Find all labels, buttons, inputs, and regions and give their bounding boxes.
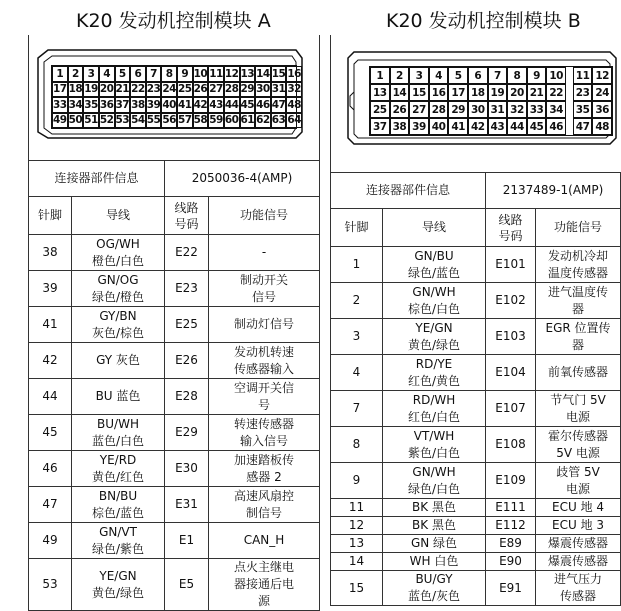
cell-circuit: E89 (486, 535, 536, 553)
connector-pin: 4 (429, 67, 449, 84)
connector-pin: 54 (131, 114, 145, 127)
connector-pin: 10 (546, 67, 566, 84)
connector-pin: 7 (488, 67, 508, 84)
connector-pin: 46 (256, 98, 270, 111)
cell-wire: BN/BU 棕色/蓝色 (72, 487, 165, 523)
connector-pin: 20 (507, 84, 527, 101)
connector-pin: 61 (240, 114, 255, 127)
pin-gap (566, 67, 573, 84)
cell-circuit: E22 (165, 235, 209, 271)
table-row (29, 415, 320, 451)
connector-pin: 32 (507, 101, 527, 118)
cell-circuit: E102 (486, 283, 536, 319)
cell-function: ECU 地 3 (536, 517, 621, 535)
connector-pin: 11 (209, 67, 223, 80)
cell-pin: 44 (29, 379, 72, 415)
connector-pin: 51 (84, 114, 98, 127)
cell-wire: RD/YE 红色/黄色 (383, 355, 486, 391)
table-row (331, 463, 621, 499)
cell-function: - (209, 235, 320, 271)
connector-pin: 25 (370, 101, 390, 118)
connector-pin: 5 (448, 67, 468, 84)
table-row (331, 535, 621, 553)
connector-pin: 22 (131, 83, 145, 96)
connector-pin: 52 (99, 114, 114, 127)
connector-pin: 12 (224, 67, 239, 80)
cell-wire: YE/GN 黄色/绿色 (72, 559, 165, 611)
part-number: 2137489-1(AMP) (486, 173, 621, 209)
cell-wire: OG/WH 橙色/白色 (72, 235, 165, 271)
connector-pin: 8 (507, 67, 527, 84)
connector-pin: 59 (209, 114, 223, 127)
cell-function: EGR 位置传 器 (536, 319, 621, 355)
cell-wire: RD/WH 红色/白色 (383, 391, 486, 427)
connector-pin: 47 (573, 118, 593, 135)
connector-pin: 47 (271, 98, 286, 111)
cell-function: 发动机转速 传感器输入 (209, 343, 320, 379)
header-circuit (165, 197, 209, 235)
cell-wire: VT/WH 紫色/白色 (383, 427, 486, 463)
cell-function: 前氧传感器 (536, 355, 621, 391)
cell-function: CAN_H (209, 523, 320, 559)
connector-info-label: 连接器部件信息 (29, 161, 165, 197)
table-row (29, 307, 320, 343)
connector-pin: 17 (53, 83, 67, 96)
cell-wire: BU/GY 蓝色/灰色 (383, 571, 486, 606)
cell-circuit: E1 (165, 523, 209, 559)
cell-circuit: E104 (486, 355, 536, 391)
connector-pin: 57 (178, 114, 192, 127)
pin-gap (566, 101, 573, 118)
connector-pin: 8 (161, 66, 177, 82)
connector-pin: 31 (271, 83, 286, 96)
connector-pin: 34 (546, 101, 566, 118)
cell-pin: 53 (29, 559, 72, 611)
connector-pin: 40 (162, 98, 176, 111)
connector-pin: 5 (115, 66, 131, 82)
table-row (331, 499, 621, 517)
cell-function: ECU 地 4 (536, 499, 621, 517)
connector-pin: 15 (409, 84, 429, 101)
connector-pin: 46 (546, 118, 566, 135)
table-row (331, 571, 621, 606)
cell-pin: 12 (331, 517, 383, 535)
connector-info-label: 连接器部件信息 (331, 173, 486, 209)
header-wire: 导线 (72, 197, 165, 235)
connector-pin: 35 (84, 98, 98, 111)
cell-wire: GN/OG 绿色/橙色 (72, 271, 165, 307)
connector-pin: 3 (409, 67, 429, 84)
cell-pin: 46 (29, 451, 72, 487)
cell-function: 爆震传感器 (536, 535, 621, 553)
header-pin: 针脚 (331, 209, 383, 247)
cell-function: 空调开关信 号 (209, 379, 320, 415)
connector-pin: 36 (99, 98, 114, 111)
header-pin: 针脚 (29, 197, 72, 235)
cell-pin: 45 (29, 415, 72, 451)
cell-pin: 8 (331, 427, 383, 463)
table-row (29, 379, 320, 415)
connector-pin: 43 (488, 118, 508, 135)
connector-pin: 20 (99, 83, 114, 96)
connector-pin: 45 (240, 98, 255, 111)
connector-pin: 49 (53, 114, 67, 127)
cell-pin: 1 (331, 247, 383, 283)
header-wire: 导线 (383, 209, 486, 247)
connector-pin: 35 (573, 101, 593, 118)
connector-pin: 9 (527, 67, 547, 84)
cell-wire: BK 黑色 (383, 517, 486, 535)
table-row (29, 487, 320, 523)
cell-circuit: E25 (165, 307, 209, 343)
connector-pin: 38 (390, 118, 410, 135)
cell-pin: 13 (331, 535, 383, 553)
cell-circuit: E28 (165, 379, 209, 415)
connector-pin: 14 (256, 67, 270, 80)
cell-pin: 39 (29, 271, 72, 307)
connector-pin: 28 (429, 101, 449, 118)
connector-pin: 33 (527, 101, 547, 118)
cell-pin: 7 (331, 391, 383, 427)
connector-pin: 27 (209, 83, 223, 96)
cell-circuit: E101 (486, 247, 536, 283)
cell-function: 发动机冷却 温度传感器 (536, 247, 621, 283)
table-row (331, 553, 621, 571)
pin-gap (566, 84, 573, 101)
connector-pin: 42 (468, 118, 488, 135)
table-row (29, 559, 320, 611)
connector-pin: 48 (287, 98, 301, 111)
cell-wire: GN/WH 棕色/白色 (383, 283, 486, 319)
module-a-table (28, 160, 320, 611)
cell-pin: 42 (29, 343, 72, 379)
cell-function: 点火主继电 器接通后电 源 (209, 559, 320, 611)
cell-circuit: E91 (486, 571, 536, 606)
connector-pin: 56 (162, 114, 176, 127)
connector-pin: 44 (507, 118, 527, 135)
table-row (331, 391, 621, 427)
table-row (331, 517, 621, 535)
connector-pin: 23 (573, 84, 593, 101)
connector-pin: 15 (271, 67, 286, 80)
connector-pin: 30 (256, 83, 270, 96)
connector-pin: 6 (468, 67, 488, 84)
connector-pin: 55 (146, 114, 161, 127)
connector-pin: 18 (468, 84, 488, 101)
table-row (29, 523, 320, 559)
cell-wire: GN/BU 绿色/蓝色 (383, 247, 486, 283)
cell-wire: GN/VT 绿色/紫色 (72, 523, 165, 559)
connector-pin: 9 (177, 66, 193, 82)
connector-pin: 19 (488, 84, 508, 101)
cell-wire: YE/RD 黄色/红色 (72, 451, 165, 487)
cell-circuit: E30 (165, 451, 209, 487)
connector-pin: 19 (84, 83, 98, 96)
table-row (331, 283, 621, 319)
connector-pin: 16 (429, 84, 449, 101)
connector-pin: 32 (287, 83, 301, 96)
cell-circuit: E109 (486, 463, 536, 499)
cell-pin: 11 (331, 499, 383, 517)
connector-pin: 37 (115, 98, 130, 111)
connector-pin: 42 (193, 98, 208, 111)
cell-circuit: E107 (486, 391, 536, 427)
cell-circuit: E29 (165, 415, 209, 451)
cell-wire: WH 白色 (383, 553, 486, 571)
connector-a-pin-grid (51, 65, 301, 129)
cell-function: 歧管 5V 电源 (536, 463, 621, 499)
cell-function: 制动开关 信号 (209, 271, 320, 307)
table-row (331, 247, 621, 283)
connector-pin: 11 (573, 67, 593, 84)
connector-pin: 1 (370, 67, 390, 84)
connector-pin: 41 (178, 98, 192, 111)
connector-pin: 24 (162, 83, 176, 96)
cell-function: 高速风扇控 制信号 (209, 487, 320, 523)
connector-pin: 13 (370, 84, 390, 101)
cell-pin: 9 (331, 463, 383, 499)
connector-pin: 2 (68, 66, 84, 82)
connector-pin: 21 (115, 83, 130, 96)
cell-circuit: E112 (486, 517, 536, 535)
cell-function: 霍尔传感器 5V 电源 (536, 427, 621, 463)
connector-pin: 26 (390, 101, 410, 118)
connector-pin: 3 (83, 66, 99, 82)
connector-pin: 50 (68, 114, 83, 127)
connector-pin: 10 (193, 67, 208, 80)
connector-pin: 44 (224, 98, 239, 111)
cell-function: 爆震传感器 (536, 553, 621, 571)
header-circuit-text: 线路号码 (498, 212, 523, 243)
connector-pin: 38 (131, 98, 145, 111)
cell-wire: GN 绿色 (383, 535, 486, 553)
cell-wire: GN/WH 绿色/白色 (383, 463, 486, 499)
cell-circuit: E23 (165, 271, 209, 307)
connector-pin: 43 (209, 98, 223, 111)
table-row (29, 343, 320, 379)
table-row (331, 319, 621, 355)
connector-pin: 28 (224, 83, 239, 96)
cell-circuit: E111 (486, 499, 536, 517)
connector-pin: 39 (146, 98, 161, 111)
connector-pin: 34 (68, 98, 83, 111)
connector-pin: 53 (115, 114, 130, 127)
part-number: 2050036-4(AMP) (165, 161, 320, 197)
connector-pin: 36 (592, 101, 612, 118)
module-a-title: K20 发动机控制模块 A (76, 10, 271, 32)
cell-circuit: E5 (165, 559, 209, 611)
connector-pin: 2 (390, 67, 410, 84)
cell-pin: 15 (331, 571, 383, 606)
connector-pin: 33 (53, 98, 67, 111)
connector-a-diagram (34, 48, 304, 140)
cell-wire: GY/BN 灰色/棕色 (72, 307, 165, 343)
cell-circuit: E90 (486, 553, 536, 571)
connector-pin: 45 (527, 118, 547, 135)
table-row (331, 427, 621, 463)
cell-circuit: E26 (165, 343, 209, 379)
connector-pin: 4 (99, 66, 115, 82)
cell-function: 进气温度传 器 (536, 283, 621, 319)
header-function: 功能信号 (536, 209, 621, 247)
header-circuit (486, 209, 536, 247)
module-b-table (330, 172, 621, 606)
connector-pin: 48 (592, 118, 612, 135)
cell-wire: BK 黑色 (383, 499, 486, 517)
connector-pin: 14 (390, 84, 410, 101)
connector-pin: 1 (52, 66, 68, 82)
connector-pin: 64 (287, 114, 301, 127)
table-row (29, 271, 320, 307)
connector-pin: 25 (178, 83, 192, 96)
connector-pin: 16 (287, 67, 301, 80)
connector-pin: 60 (224, 114, 239, 127)
connector-pin: 30 (468, 101, 488, 118)
cell-circuit: E108 (486, 427, 536, 463)
cell-pin: 47 (29, 487, 72, 523)
connector-pin: 7 (146, 66, 162, 82)
cell-pin: 41 (29, 307, 72, 343)
cell-wire: YE/GN 黄色/绿色 (383, 319, 486, 355)
cell-pin: 49 (29, 523, 72, 559)
cell-wire: BU/WH 蓝色/白色 (72, 415, 165, 451)
connector-pin: 24 (592, 84, 612, 101)
connector-pin: 13 (240, 67, 255, 80)
connector-pin: 63 (271, 114, 286, 127)
cell-pin: 4 (331, 355, 383, 391)
connector-pin: 18 (68, 83, 83, 96)
table-row (29, 451, 320, 487)
header-circuit-text: 线路号码 (174, 200, 199, 231)
connector-b-diagram (348, 50, 618, 146)
cell-circuit: E103 (486, 319, 536, 355)
cell-pin: 38 (29, 235, 72, 271)
connector-pin: 27 (409, 101, 429, 118)
connector-pin: 23 (146, 83, 161, 96)
module-b-title: K20 发动机控制模块 B (386, 10, 581, 32)
connector-pin: 26 (193, 83, 208, 96)
connector-pin: 41 (448, 118, 468, 135)
cell-pin: 14 (331, 553, 383, 571)
connector-pin: 39 (409, 118, 429, 135)
connector-pin: 31 (488, 101, 508, 118)
cell-function: 转速传感器 输入信号 (209, 415, 320, 451)
connector-pin: 58 (193, 114, 208, 127)
cell-function: 加速踏板传 感器 2 (209, 451, 320, 487)
connector-pin: 21 (527, 84, 547, 101)
cell-function: 节气门 5V 电源 (536, 391, 621, 427)
connector-pin: 29 (448, 101, 468, 118)
table-row (29, 235, 320, 271)
cell-wire: GY 灰色 (72, 343, 165, 379)
connector-pin: 40 (429, 118, 449, 135)
pin-gap (566, 118, 573, 135)
connector-pin: 17 (448, 84, 468, 101)
cell-pin: 3 (331, 319, 383, 355)
module-b-panel (320, 0, 611, 606)
cell-pin: 2 (331, 283, 383, 319)
connector-pin: 12 (592, 67, 612, 84)
connector-b-pin-grid (369, 66, 613, 136)
cell-circuit: E31 (165, 487, 209, 523)
header-function: 功能信号 (209, 197, 320, 235)
connector-pin: 29 (240, 83, 255, 96)
connector-pin: 22 (546, 84, 566, 101)
connector-pin: 37 (370, 118, 390, 135)
connector-pin: 6 (130, 66, 146, 82)
cell-function: 制动灯信号 (209, 307, 320, 343)
connector-pin: 62 (256, 114, 270, 127)
cell-wire: BU 蓝色 (72, 379, 165, 415)
cell-function: 进气压力 传感器 (536, 571, 621, 606)
table-row (331, 355, 621, 391)
